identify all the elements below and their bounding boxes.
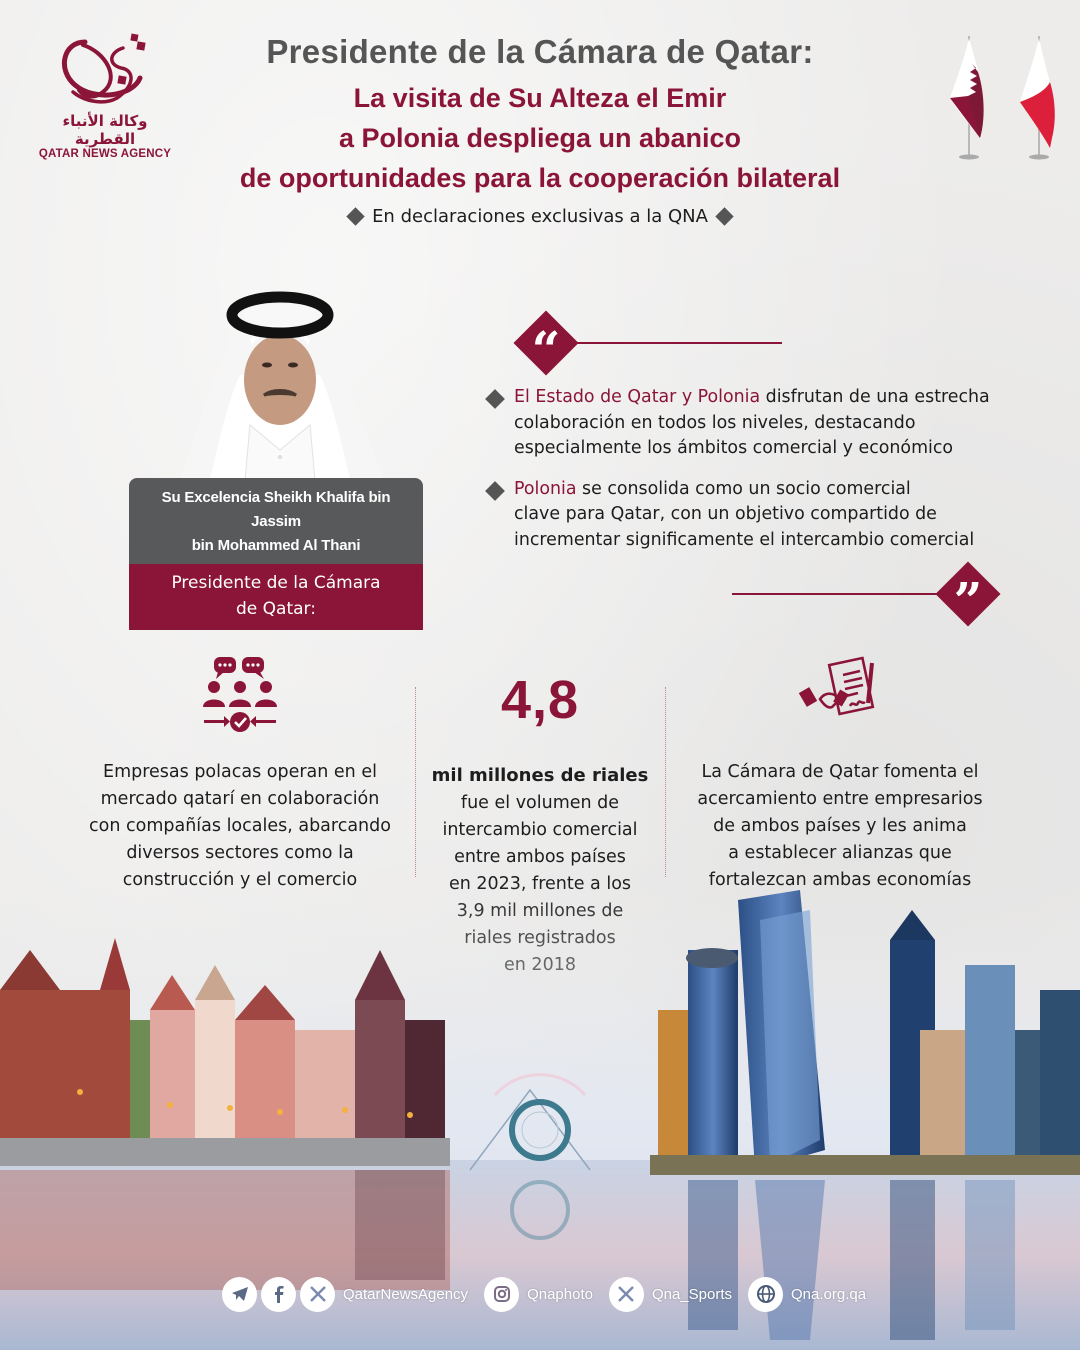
quote-bullet — [483, 477, 1043, 554]
quote-bullets — [483, 385, 1043, 568]
x-sports-link[interactable] — [609, 1277, 644, 1312]
handshake-contract-icon — [798, 655, 882, 727]
column-divider — [665, 687, 666, 877]
stat-description — [75, 759, 405, 894]
flags-illustration — [940, 30, 1060, 165]
x-icon — [616, 1284, 636, 1304]
stat-column-chamber — [680, 655, 1000, 894]
website-url[interactable]: Qna.org.qa — [791, 1285, 867, 1303]
text-line: fue el volumen de — [460, 793, 620, 813]
text-line: diversos sectores como la — [126, 843, 354, 863]
quote-rule — [732, 593, 937, 595]
facebook-icon — [269, 1284, 289, 1304]
main-title — [200, 78, 880, 198]
stat-column-companies — [75, 655, 405, 894]
diamond-bullet-icon — [485, 389, 505, 409]
bullet-text-line: se consolida como un socio comercial — [576, 478, 911, 499]
text-line: de ambos países y les anima — [713, 816, 967, 836]
text-line: acercamiento entre empresarios — [697, 789, 983, 809]
speaker-name-line: Su Excelencia Sheikh Khalifa bin Jassim — [161, 489, 391, 530]
text-line: con compañías locales, abarcando — [89, 816, 391, 836]
qatar-flag-icon — [950, 36, 984, 160]
stat-description — [680, 759, 1000, 894]
diamond-bullet-icon — [715, 207, 733, 225]
qna-logo — [30, 30, 180, 160]
trade-volume-number: 4,8 — [500, 670, 580, 730]
social-footer — [222, 1276, 882, 1312]
social-handle[interactable]: Qnaphoto — [527, 1285, 593, 1303]
facebook-link[interactable] — [261, 1277, 296, 1312]
highlighted-text: El Estado de Qatar y Polonia — [514, 387, 761, 407]
telegram-link[interactable] — [222, 1277, 257, 1312]
x-icon — [308, 1284, 328, 1304]
social-handle[interactable]: QatarNewsAgency — [343, 1285, 469, 1303]
x-link[interactable] — [300, 1277, 335, 1312]
bullet-text — [514, 477, 974, 554]
title-line: de oportunidades para la cooperación bilateral — [239, 163, 841, 193]
social-handle[interactable]: Qna_Sports — [651, 1285, 732, 1303]
speaker-name — [129, 478, 423, 564]
open-quote-icon: “ — [531, 320, 561, 379]
website-link[interactable] — [748, 1277, 783, 1312]
bullet-text — [514, 385, 990, 462]
subtitle — [200, 206, 880, 227]
bullet-text-line: colaboración en todos los niveles, destacando — [514, 412, 916, 433]
speaker-role-line: de Qatar: — [236, 599, 316, 619]
highlighted-text: Polonia — [514, 478, 577, 499]
bullet-text-line: clave para Qatar, con un objetivo compartido de — [514, 504, 937, 524]
text-line: intercambio comercial — [442, 820, 638, 840]
speaker-name-card — [129, 478, 423, 630]
speaker-portrait — [140, 285, 420, 480]
column-divider — [415, 687, 416, 877]
speaker-role — [129, 564, 423, 630]
text-line: a establecer alianzas que — [728, 843, 952, 863]
text-line: entre ambos países — [454, 847, 626, 867]
title-line: a Polonia despliega un abanico — [338, 123, 742, 153]
instagram-link[interactable] — [484, 1277, 519, 1312]
diamond-bullet-icon — [346, 207, 364, 225]
speaker-role-line: Presidente de la Cámara — [171, 573, 381, 593]
close-quote-icon: ” — [953, 571, 983, 630]
text-line: mercado qatarí en colaboración — [100, 789, 380, 809]
headline-block — [200, 30, 880, 227]
pre-title: Presidente de la Cámara de Qatar: — [266, 33, 814, 70]
quote-rule — [577, 342, 782, 344]
logo-arabic-text: وكالة الأنباء القطرية — [62, 112, 148, 148]
team-collaboration-icon — [202, 655, 278, 735]
bullet-text-line: incrementar significamente el intercambio comercial — [514, 529, 975, 550]
qna-emblem-icon — [55, 30, 155, 110]
text-line: La Cámara de Qatar fomenta el — [701, 762, 979, 782]
globe-icon — [755, 1283, 777, 1305]
text-line: Empresas polacas operan en el — [103, 762, 377, 782]
bullet-text-line: disfrutan de una estrecha — [760, 387, 990, 407]
logo-english-text: QATAR NEWS AGENCY — [38, 148, 172, 160]
title-line: La visita de Su Alteza el Emir — [353, 83, 727, 113]
telegram-icon — [230, 1284, 250, 1304]
speaker-name-line: bin Mohammed Al Thani — [191, 537, 361, 554]
subtitle-text: En declaraciones exclusivas a la QNA — [372, 206, 708, 227]
quote-bullet — [483, 385, 1043, 462]
bullet-text-line: especialmente los ámbitos comercial y económico — [514, 438, 954, 458]
trade-volume-unit: mil millones de riales — [431, 765, 649, 786]
poland-flag-icon — [1020, 36, 1055, 160]
instagram-icon — [492, 1284, 512, 1304]
diamond-bullet-icon — [485, 481, 505, 501]
